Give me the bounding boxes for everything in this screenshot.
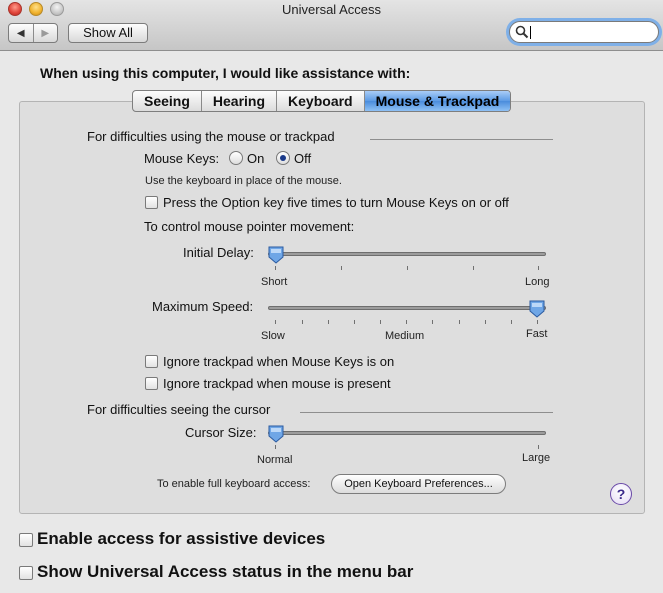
tab-bar xyxy=(132,90,511,112)
mouse-section-heading: For difficulties using the mouse or trackpad xyxy=(87,129,335,144)
mouse-keys-on-label[interactable]: On xyxy=(247,151,265,166)
search-caret xyxy=(530,26,531,39)
status-menu-label[interactable]: Show Universal Access status in the menu bar xyxy=(37,562,414,581)
tick-mark xyxy=(341,266,342,270)
mouse-keys-off-label[interactable]: Off xyxy=(294,151,312,166)
cursor-size-track[interactable] xyxy=(268,431,546,435)
mouse-keys-label: Mouse Keys: xyxy=(144,151,220,166)
ignore-trackpad-mouse-label[interactable]: Ignore trackpad when mouse is present xyxy=(163,376,391,391)
option-key-label[interactable]: Press the Option key five times to turn Mouse Keys on or off xyxy=(163,195,509,210)
option-key-checkbox[interactable] xyxy=(145,196,158,209)
tick-mark xyxy=(354,320,355,324)
back-arrow-icon: ◀ xyxy=(16,27,25,39)
keyboard-access-label: To enable full keyboard access: xyxy=(157,478,311,490)
ignore-trackpad-mousekeys-checkbox[interactable] xyxy=(145,355,158,368)
tab-mouse-trackpad[interactable]: Mouse & Trackpad xyxy=(364,91,511,111)
tick-mark xyxy=(275,320,276,324)
assistive-devices-label[interactable]: Enable access for assistive devices xyxy=(37,529,326,548)
tick-mark xyxy=(485,320,486,324)
tick-mark xyxy=(432,320,433,324)
max-speed-thumb[interactable] xyxy=(529,300,545,318)
initial-delay-thumb[interactable] xyxy=(268,246,284,264)
tick-mark xyxy=(511,320,512,324)
window-title: Universal Access xyxy=(282,2,381,17)
open-keyboard-preferences-button[interactable]: Open Keyboard Preferences... xyxy=(331,474,506,494)
tab-keyboard[interactable]: Keyboard xyxy=(276,91,364,111)
tick-mark xyxy=(302,320,303,324)
search-icon xyxy=(515,25,529,39)
ignore-trackpad-mouse-checkbox[interactable] xyxy=(145,377,158,390)
status-menu-checkbox[interactable] xyxy=(19,566,33,580)
mouse-keys-off-radio[interactable] xyxy=(276,151,290,165)
tick-mark xyxy=(406,320,407,324)
tick-mark xyxy=(537,320,538,324)
max-speed-track[interactable] xyxy=(268,306,546,310)
initial-delay-track[interactable] xyxy=(268,252,546,256)
cursor-section-heading: For difficulties seeing the cursor xyxy=(87,402,271,417)
initial-delay-label: Initial Delay: xyxy=(183,245,254,260)
tick-mark xyxy=(538,266,539,270)
forward-button[interactable] xyxy=(33,24,58,42)
tab-hearing[interactable]: Hearing xyxy=(201,91,276,111)
cursor-size-label: Cursor Size: xyxy=(185,425,257,440)
pointer-movement-heading: To control mouse pointer movement: xyxy=(144,219,355,234)
section-divider xyxy=(300,412,553,413)
tick-mark xyxy=(407,266,408,270)
tick-mark xyxy=(275,445,276,449)
mouse-keys-on-radio[interactable] xyxy=(229,151,243,165)
max-speed-min-label: Slow xyxy=(261,330,285,342)
max-speed-mid-label: Medium xyxy=(385,330,425,342)
ignore-trackpad-mousekeys-label[interactable]: Ignore trackpad when Mouse Keys is on xyxy=(163,354,395,369)
intro-heading: When using this computer, I would like assistance with: xyxy=(40,65,411,81)
tick-mark xyxy=(275,266,276,270)
tick-mark xyxy=(538,445,539,449)
max-speed-label: Maximum Speed: xyxy=(152,299,254,314)
show-all-button[interactable]: Show All xyxy=(68,23,148,43)
cursor-size-max-label: Large xyxy=(522,452,551,464)
forward-arrow-icon: ▶ xyxy=(41,27,50,39)
initial-delay-max-label: Long xyxy=(525,276,550,288)
section-divider xyxy=(370,139,553,140)
help-icon: ? xyxy=(616,486,626,502)
back-button[interactable] xyxy=(9,24,33,42)
window-toolbar xyxy=(0,0,663,51)
max-speed-max-label: Fast xyxy=(526,328,548,340)
cursor-size-thumb[interactable] xyxy=(268,425,284,443)
tick-mark xyxy=(473,266,474,270)
tick-mark xyxy=(380,320,381,324)
initial-delay-min-label: Short xyxy=(261,276,288,288)
tab-seeing[interactable]: Seeing xyxy=(144,93,190,109)
help-button[interactable] xyxy=(610,483,632,505)
tick-mark xyxy=(459,320,460,324)
assistive-devices-checkbox[interactable] xyxy=(19,533,33,547)
mouse-keys-hint: Use the keyboard in place of the mouse. xyxy=(145,175,342,187)
search-field[interactable] xyxy=(509,21,659,43)
cursor-size-min-label: Normal xyxy=(257,454,293,466)
history-nav xyxy=(8,23,58,43)
tick-mark xyxy=(328,320,329,324)
